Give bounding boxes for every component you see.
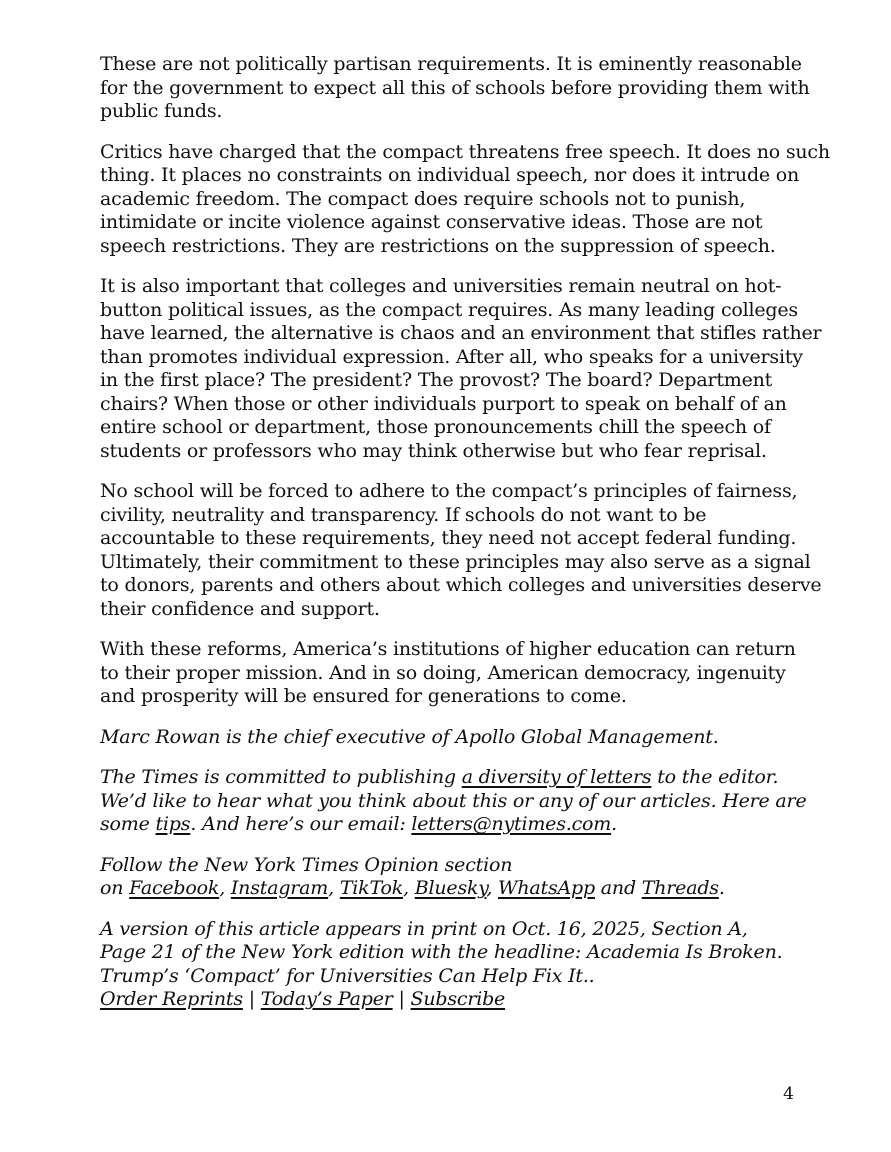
text-segment: . (718, 877, 725, 899)
link-a-diversity-of-letters[interactable]: a diversity of letters (461, 766, 652, 788)
text-segment: These are not politically partisan requirements. It is eminently reasonable (100, 53, 802, 75)
link-facebook[interactable]: Facebook (129, 877, 220, 899)
text-segment: Ultimately, their commitment to these principles may also serve as a signal (100, 550, 811, 573)
text-segment: to their proper mission. And in so doing, American democracy, ingenuity (100, 661, 786, 684)
text-segment: entire school or department, those pronouncements chill the speech of (100, 416, 771, 438)
text-segment: and (594, 877, 642, 899)
text-segment: Page 21 of the New York edition with the headline: Academia Is Broken. (100, 941, 783, 963)
page-number: 4 (783, 1084, 794, 1104)
link-tiktok[interactable]: TikTok (339, 877, 404, 899)
text-segment: thing. It places no constraints on individual speech, nor does it intrude on (100, 164, 800, 186)
letters-note (100, 766, 860, 837)
text-segment: Follow the New York Times Opinion section (100, 853, 513, 876)
link-subscribe[interactable]: Subscribe (410, 988, 506, 1010)
text-segment: | (242, 988, 261, 1010)
text-segment: to donors, parents and others about which colleges and universities deserve (100, 574, 822, 596)
paragraph-critics-free-speech (100, 141, 860, 259)
link-tips[interactable]: tips (155, 813, 191, 835)
paragraph-with-these-reforms (100, 638, 860, 709)
paragraph-partisan-requirements (100, 53, 860, 124)
text-segment: some (100, 813, 156, 835)
follow-note (100, 854, 860, 901)
text-segment: on (100, 877, 130, 899)
text-segment: We’d like to hear what you think about this or any of our articles. Here are (100, 789, 807, 812)
text-segment: in the first place? The president? The provost? The board? Department (100, 369, 773, 391)
text-segment: speech restrictions. They are restrictions on the suppression of speech. (100, 234, 776, 257)
text-segment: , (219, 877, 231, 899)
text-segment: chairs? When those or other individuals purport to speak on behalf of an (100, 392, 787, 415)
text-segment: | (392, 988, 411, 1010)
text-segment: civility, neutrality and transparency. If schools do not want to be (100, 503, 707, 526)
text-segment: . And here’s our email: (190, 813, 412, 835)
text-segment: academic freedom. The compact does require schools not to punish, (100, 187, 746, 210)
text-segment: Trump’s ‘Compact’ for Universities Can Help Fix It.. (100, 964, 595, 987)
text-segment: , (486, 877, 499, 899)
byline-note (100, 726, 860, 750)
text-segment: , (403, 877, 415, 899)
link-bluesky[interactable]: Bluesky (414, 877, 487, 899)
text-segment: public funds. (100, 100, 223, 122)
text-segment: intimidate or incite violence against conservative ideas. Those are not (100, 211, 763, 233)
text-segment: button political issues, as the compact requires. As many leading colleges (100, 298, 798, 321)
text-segment: . (611, 813, 617, 835)
text-segment: their confidence and support. (100, 597, 380, 620)
text-segment: students or professors who may think otherwise but who fear reprisal. (100, 439, 767, 462)
text-segment: than promotes individual expression. After all, who speaks for a university (100, 345, 803, 368)
article-body (100, 53, 860, 1029)
text-segment: A version of this article appears in print on Oct. 16, 2025, Section A, (100, 917, 748, 940)
text-segment: Marc Rowan is the chief executive of Apollo Global Management. (100, 725, 719, 748)
text-segment: No school will be forced to adhere to the compact’s principles of fairness, (100, 480, 798, 502)
text-segment: , (328, 877, 340, 899)
link-todays-paper[interactable]: Today’s Paper (260, 988, 393, 1010)
text-segment: Critics have charged that the compact threatens free speech. It does no such (100, 140, 830, 163)
link-order-reprints[interactable]: Order Reprints (100, 988, 243, 1010)
link-whatsapp[interactable]: WhatsApp (498, 877, 595, 899)
paragraph-neutrality (100, 275, 860, 463)
text-segment: and prosperity will be ensured for generations to come. (100, 685, 627, 707)
link-instagram[interactable]: Instagram (230, 877, 329, 899)
text-segment: to the editor. (651, 766, 779, 788)
link-threads[interactable]: Threads (641, 877, 719, 899)
link-letters-email[interactable]: letters@nytimes.com (411, 813, 612, 835)
paragraph-no-school-forced (100, 480, 860, 621)
text-segment: The Times is committed to publishing (100, 766, 462, 788)
text-segment: With these reforms, America’s institutions of higher education can return (100, 638, 796, 660)
text-segment: have learned, the alternative is chaos and an environment that stifles rather (100, 322, 822, 344)
text-segment: accountable to these requirements, they need not accept federal funding. (100, 527, 797, 549)
print-note (100, 918, 860, 1012)
text-segment: for the government to expect all this of schools before providing them with (100, 76, 810, 99)
text-segment: It is also important that colleges and universities remain neutral on hot- (100, 275, 782, 297)
